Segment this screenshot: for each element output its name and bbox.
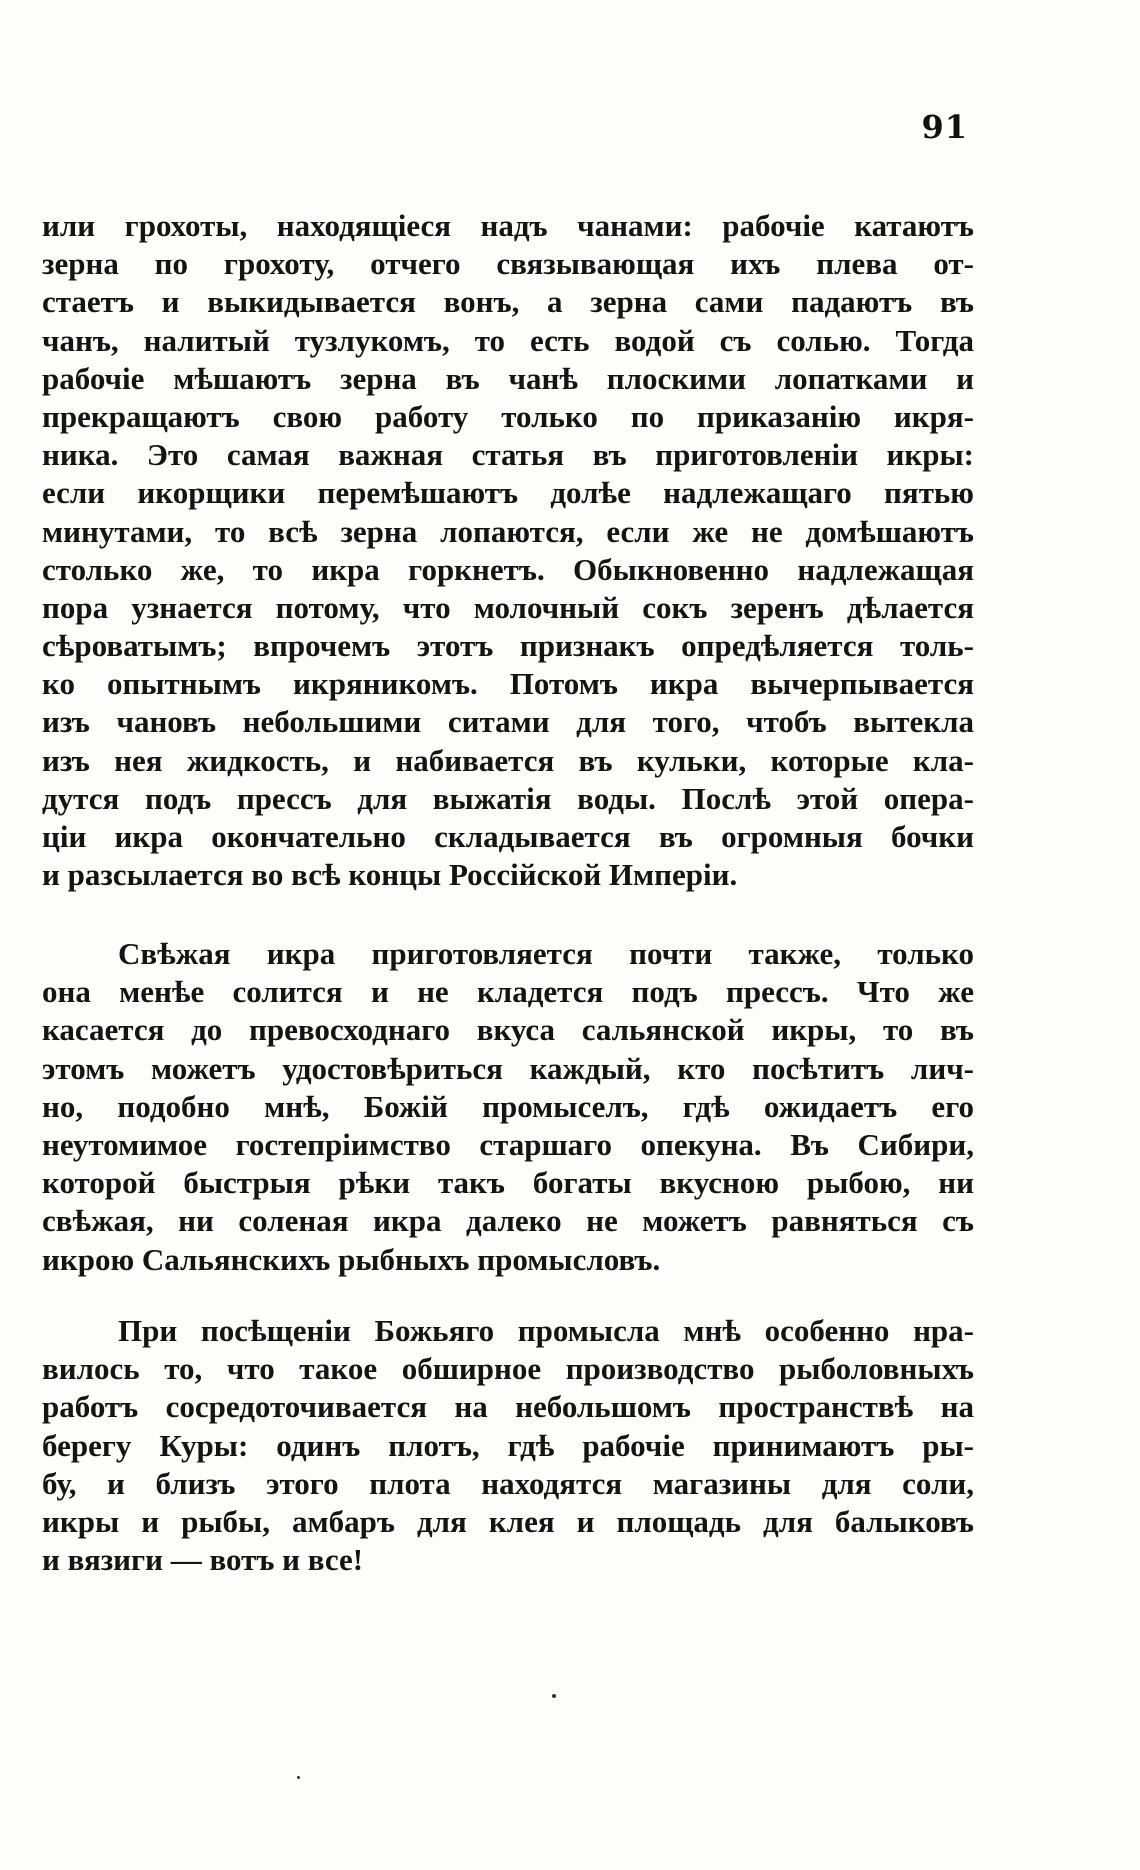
text-line: зерна по грохоту, отчего связывающая ихъ плева от- — [42, 246, 974, 282]
text-line: бу, и близъ этого плота находятся магазины для соли, — [42, 1465, 974, 1501]
text-line: она менѣе солится и не кладется подъ прессъ. Что же — [42, 974, 974, 1010]
paragraph-1 — [42, 207, 974, 894]
text-line: рабочіе мѣшаютъ зерна въ чанѣ плоскими лопатками и — [42, 360, 974, 396]
text-line: дутся подъ прессъ для выжатія воды. Послѣ этой опера- — [42, 780, 974, 816]
text-line: сѣроватымъ; впрочемъ этотъ признакъ опредѣляется толь- — [42, 628, 974, 664]
page-number: 91 — [921, 108, 968, 146]
text-line: ника. Это самая важная статья въ приготовленіи икры: — [42, 437, 974, 473]
text-line: и разсылается во всѣ концы Россійской Имперіи. — [42, 857, 738, 893]
text-line: работъ сосредоточивается на небольшомъ пространствѣ на — [42, 1389, 974, 1425]
text-line: ціи икра окончательно складывается въ огромныя бочки — [42, 819, 974, 854]
text-line: свѣжая, ни соленая икра далеко не можетъ равняться съ — [42, 1203, 974, 1239]
text-line: но, подобно мнѣ, Божій промыселъ, гдѣ ожидаетъ его — [42, 1088, 974, 1124]
print-speck — [297, 1776, 300, 1779]
text-line: вилось то, что такое обширное производство рыболовныхъ — [42, 1351, 974, 1387]
text-line: стаетъ и выкидывается вонъ, а зерна сами падаютъ въ — [42, 284, 974, 320]
text-line: пора узнается потому, что молочный сокъ зеренъ дѣлается — [42, 589, 974, 625]
text-line: При посѣщеніи Божьяго промысла мнѣ особенно нра- — [118, 1313, 974, 1348]
text-line: изъ чановъ небольшими ситами для того, чтобъ вытекла — [42, 704, 974, 740]
text-line: или грохоты, находящіеся надъ чанами: рабочіе катаютъ — [42, 208, 974, 243]
text-line: чанъ, налитый тузлукомъ, то есть водой съ солью. Тогда — [42, 322, 974, 358]
text-line: изъ нея жидкость, и набивается въ кульки, которые кла- — [42, 742, 974, 778]
text-line: Свѣжая икра приготовляется почти также, только — [118, 936, 974, 971]
paragraph-2 — [42, 935, 974, 1279]
text-line: и вязиги — вотъ и все! — [42, 1542, 364, 1578]
text-line: икрою Сальянскихъ рыбныхъ промысловъ. — [42, 1241, 661, 1277]
text-line: ко опытнымъ икряникомъ. Потомъ икра вычерпывается — [42, 666, 974, 702]
text-line: касается до превосходнаго вкуса сальянской икры, то въ — [42, 1012, 974, 1048]
text-line: икры и рыбы, амбаръ для клея и площадь для балыковъ — [42, 1503, 974, 1539]
text-line: прекращаютъ свою работу только по приказанію икря- — [42, 398, 974, 434]
text-line: берегу Куры: одинъ плотъ, гдѣ рабочіе принимаютъ ры- — [42, 1427, 974, 1463]
text-line: неутомимое гостепріимство старшаго опекуна. Въ Сибири, — [42, 1126, 974, 1162]
text-line: столько же, то икра горкнетъ. Обыкновенно надлежащая — [42, 551, 974, 587]
text-line: этомъ можетъ удостовѣриться каждый, кто посѣтитъ лич- — [42, 1050, 974, 1086]
print-speck — [552, 1694, 556, 1698]
text-line: если икорщики перемѣшаютъ долѣе надлежащаго пятью — [42, 475, 974, 511]
text-line: которой быстрыя рѣки такъ богаты вкусною рыбою, ни — [42, 1165, 974, 1201]
paragraph-3 — [42, 1312, 974, 1579]
text-line: минутами, то всѣ зерна лопаются, если же не домѣшаютъ — [42, 513, 974, 549]
